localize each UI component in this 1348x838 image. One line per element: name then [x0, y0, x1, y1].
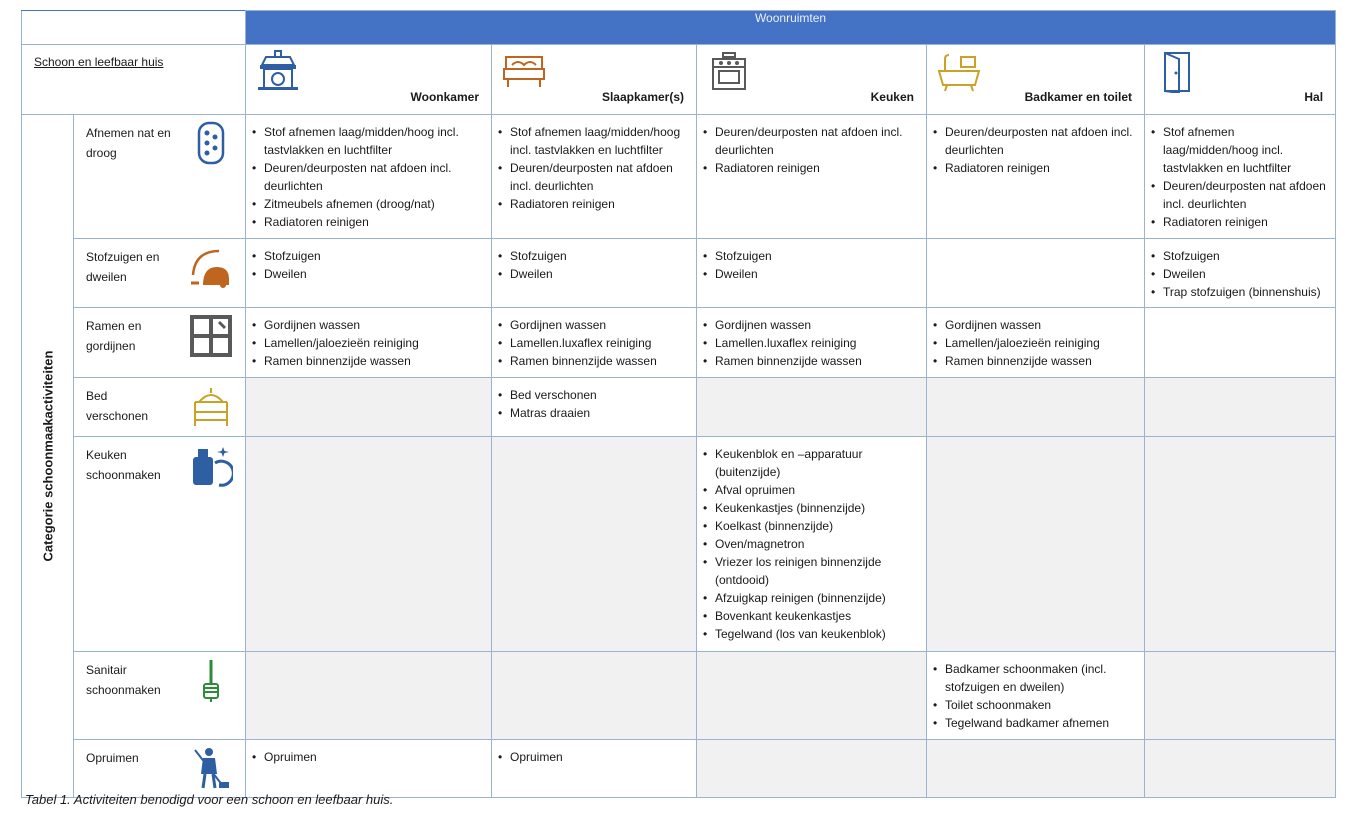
activity-item: • Lamellen/jaloezieën reiniging — [264, 334, 485, 352]
activity-item: • Stofzuigen — [715, 247, 920, 265]
activity-item: • Stof afnemen laag/midden/hoog incl. tastvlakken en luchtfilter — [510, 123, 690, 159]
activity-cell — [697, 308, 927, 378]
activity-item: • Gordijnen wassen — [510, 316, 690, 334]
activity-list — [246, 115, 491, 231]
bathtub-icon — [937, 49, 981, 93]
activity-cell — [1145, 652, 1336, 740]
activity-item: • Opruimen — [510, 748, 690, 766]
door-icon — [1155, 49, 1199, 93]
activity-item: • Opruimen — [264, 748, 485, 766]
category-label: Ramen en gordijnen — [86, 319, 142, 353]
activity-item: • Radiatoren reinigen — [715, 159, 920, 177]
activity-cell — [246, 378, 492, 437]
activity-item: • Keukenblok en –apparatuur (buitenzijde) — [715, 445, 920, 481]
category-label: Bed verschonen — [86, 389, 149, 423]
activity-cell — [1145, 437, 1336, 652]
fireplace-icon — [256, 49, 300, 93]
sponge-icon — [189, 121, 233, 165]
activity-cell — [246, 437, 492, 652]
cleaner-person-icon — [189, 746, 233, 790]
activity-item: • Deuren/deurposten nat afdoen incl. deurlichten — [510, 159, 690, 195]
activity-cell — [697, 115, 927, 239]
activity-item: • Deuren/deurposten nat afdoen incl. deurlichten — [715, 123, 920, 159]
activity-cell — [1145, 115, 1336, 239]
activity-list — [927, 115, 1144, 177]
category-row-sanitair — [22, 652, 1336, 740]
activity-item: • Dweilen — [510, 265, 690, 283]
header-band — [22, 11, 1336, 45]
activity-item: • Trap stofzuigen (binnenshuis) — [1163, 283, 1329, 301]
bed-canopy-icon — [189, 384, 233, 428]
activity-item: • Afzuigkap reinigen (binnenzijde) — [715, 589, 920, 607]
activity-cell — [246, 115, 492, 239]
activity-item: • Vriezer los reinigen binnenzijde (ontdooid) — [715, 553, 920, 589]
category-label: Keuken schoonmaken — [86, 448, 161, 482]
room-header-badkamer — [927, 45, 1145, 115]
activity-cell — [927, 308, 1145, 378]
table-caption: Tabel 1. Activiteiten benodigd voor een schoon en leefbaar huis. — [25, 792, 394, 807]
activity-item: • Bed verschonen — [510, 386, 690, 404]
activity-list — [697, 437, 926, 643]
activity-cell — [1145, 308, 1336, 378]
activity-item: • Tegelwand (los van keukenblok) — [715, 625, 920, 643]
detergent-icon — [189, 443, 233, 487]
activity-list — [492, 740, 696, 766]
activity-item: • Zitmeubels afnemen (droog/nat) — [264, 195, 485, 213]
activity-cell — [697, 239, 927, 308]
activity-item: • Bovenkant keukenkastjes — [715, 607, 920, 625]
activity-item: • Ramen binnenzijde wassen — [510, 352, 690, 370]
activity-cell — [697, 652, 927, 740]
activity-list — [697, 308, 926, 370]
activity-item: • Badkamer schoonmaken (incl. stofzuigen en dweilen) — [945, 660, 1138, 696]
category-row-keuken — [22, 437, 1336, 652]
activity-cell — [492, 308, 697, 378]
activity-item: • Dweilen — [1163, 265, 1329, 283]
stove-icon — [707, 49, 751, 93]
category-cell — [74, 652, 246, 740]
activity-list — [246, 239, 491, 283]
activity-list — [492, 308, 696, 370]
activity-cell — [246, 652, 492, 740]
activity-item: • Stof afnemen laag/midden/hoog incl. tastvlakken en luchtfilter — [264, 123, 485, 159]
activity-item: • Stofzuigen — [510, 247, 690, 265]
activity-cell — [697, 740, 927, 798]
category-cell — [74, 308, 246, 378]
activity-item: • Ramen binnenzijde wassen — [264, 352, 485, 370]
activity-item: • Deuren/deurposten nat afdoen incl. deurlichten — [264, 159, 485, 195]
category-label: Sanitair schoonmaken — [86, 663, 161, 697]
activity-item: • Lamellen/jaloezieën reiniging — [945, 334, 1138, 352]
activity-item: • Deuren/deurposten nat afdoen incl. deurlichten — [1163, 177, 1329, 213]
cleaning-activities-table — [21, 10, 1336, 798]
room-name: Badkamer en toilet — [1024, 90, 1132, 104]
activity-list — [697, 115, 926, 177]
activity-item: • Gordijnen wassen — [945, 316, 1138, 334]
activity-cell — [927, 115, 1145, 239]
toilet-brush-icon — [189, 658, 233, 702]
category-side-cell — [22, 115, 74, 798]
activity-item: • Radiatoren reinigen — [945, 159, 1138, 177]
activity-item: • Radiatoren reinigen — [1163, 213, 1329, 231]
rooms-header-row — [22, 45, 1336, 115]
activity-item: • Dweilen — [715, 265, 920, 283]
activity-item: • Radiatoren reinigen — [510, 195, 690, 213]
activity-list — [697, 239, 926, 283]
activity-item: • Stofzuigen — [1163, 247, 1329, 265]
activity-item: • Ramen binnenzijde wassen — [715, 352, 920, 370]
activity-cell — [246, 239, 492, 308]
side-label: Categorie schoonmaakactiviteiten — [40, 350, 55, 562]
activity-item: • Koelkast (binnenzijde) — [715, 517, 920, 535]
activity-list — [246, 308, 491, 370]
room-header-woonkamer — [246, 45, 492, 115]
activity-cell — [246, 308, 492, 378]
activity-cell — [927, 740, 1145, 798]
activity-cell — [927, 378, 1145, 437]
group-title: Woonruimten — [246, 11, 1336, 45]
category-cell — [74, 115, 246, 239]
activity-cell — [492, 378, 697, 437]
category-cell — [74, 437, 246, 652]
activity-list — [492, 115, 696, 213]
activity-item: • Stof afnemen laag/midden/hoog incl. tastvlakken en luchtfilter — [1163, 123, 1329, 177]
activity-cell — [492, 239, 697, 308]
activity-item: • Keukenkastjes (binnenzijde) — [715, 499, 920, 517]
room-header-keuken — [697, 45, 927, 115]
room-name: Keuken — [870, 90, 914, 104]
category-row-opruimen — [22, 740, 1336, 798]
window-icon — [189, 314, 233, 358]
activity-cell — [697, 437, 927, 652]
activity-item: • Deuren/deurposten nat afdoen incl. deurlichten — [945, 123, 1138, 159]
activity-list — [1145, 115, 1335, 231]
activity-cell — [927, 239, 1145, 308]
room-name: Slaapkamer(s) — [601, 90, 684, 104]
category-cell — [74, 239, 246, 308]
activity-item: • Gordijnen wassen — [715, 316, 920, 334]
header-band-spacer — [22, 11, 246, 45]
activity-item: • Tegelwand badkamer afnemen — [945, 714, 1138, 732]
activity-item: • Dweilen — [264, 265, 485, 283]
bed-icon — [502, 49, 546, 93]
activity-list — [492, 239, 696, 283]
activity-list — [927, 652, 1144, 732]
category-cell — [74, 740, 246, 798]
category-label: Opruimen — [86, 751, 139, 765]
activity-list — [1145, 239, 1335, 301]
room-name: Hal — [1304, 90, 1324, 104]
category-row-bed — [22, 378, 1336, 437]
activity-cell — [927, 652, 1145, 740]
category-row-ramen — [22, 308, 1336, 378]
activity-item: • Gordijnen wassen — [264, 316, 485, 334]
activity-item: • Lamellen.luxaflex reiniging — [715, 334, 920, 352]
activity-item: • Toilet schoonmaken — [945, 696, 1138, 714]
activity-item: • Stofzuigen — [264, 247, 485, 265]
activity-cell — [246, 740, 492, 798]
category-cell — [74, 378, 246, 437]
activity-item: • Afval opruimen — [715, 481, 920, 499]
activity-cell — [927, 437, 1145, 652]
activity-cell — [492, 437, 697, 652]
activity-cell — [1145, 378, 1336, 437]
activity-list — [492, 378, 696, 422]
vacuum-cleaner-icon — [189, 245, 233, 289]
activity-cell — [1145, 740, 1336, 798]
category-row-afnemen — [22, 115, 1336, 239]
activity-item: • Ramen binnenzijde wassen — [945, 352, 1138, 370]
activity-item: • Oven/magnetron — [715, 535, 920, 553]
activity-cell — [697, 378, 927, 437]
room-header-slaapkamer — [492, 45, 697, 115]
category-label: Stofzuigen en dweilen — [86, 250, 160, 284]
activity-cell — [492, 115, 697, 239]
house-link[interactable]: Schoon en leefbaar huis — [34, 55, 164, 69]
activity-list — [927, 308, 1144, 370]
activity-list — [246, 740, 491, 766]
category-row-stofzuigen — [22, 239, 1336, 308]
activity-item: • Radiatoren reinigen — [264, 213, 485, 231]
activity-cell — [492, 652, 697, 740]
category-label: Afnemen nat en droog — [86, 126, 171, 160]
activity-cell — [1145, 239, 1336, 308]
room-header-hal — [1145, 45, 1336, 115]
room-name: Woonkamer — [410, 90, 479, 104]
house-link-cell — [22, 45, 246, 115]
activity-item: • Matras draaien — [510, 404, 690, 422]
activity-cell — [492, 740, 697, 798]
activity-item: • Lamellen.luxaflex reiniging — [510, 334, 690, 352]
